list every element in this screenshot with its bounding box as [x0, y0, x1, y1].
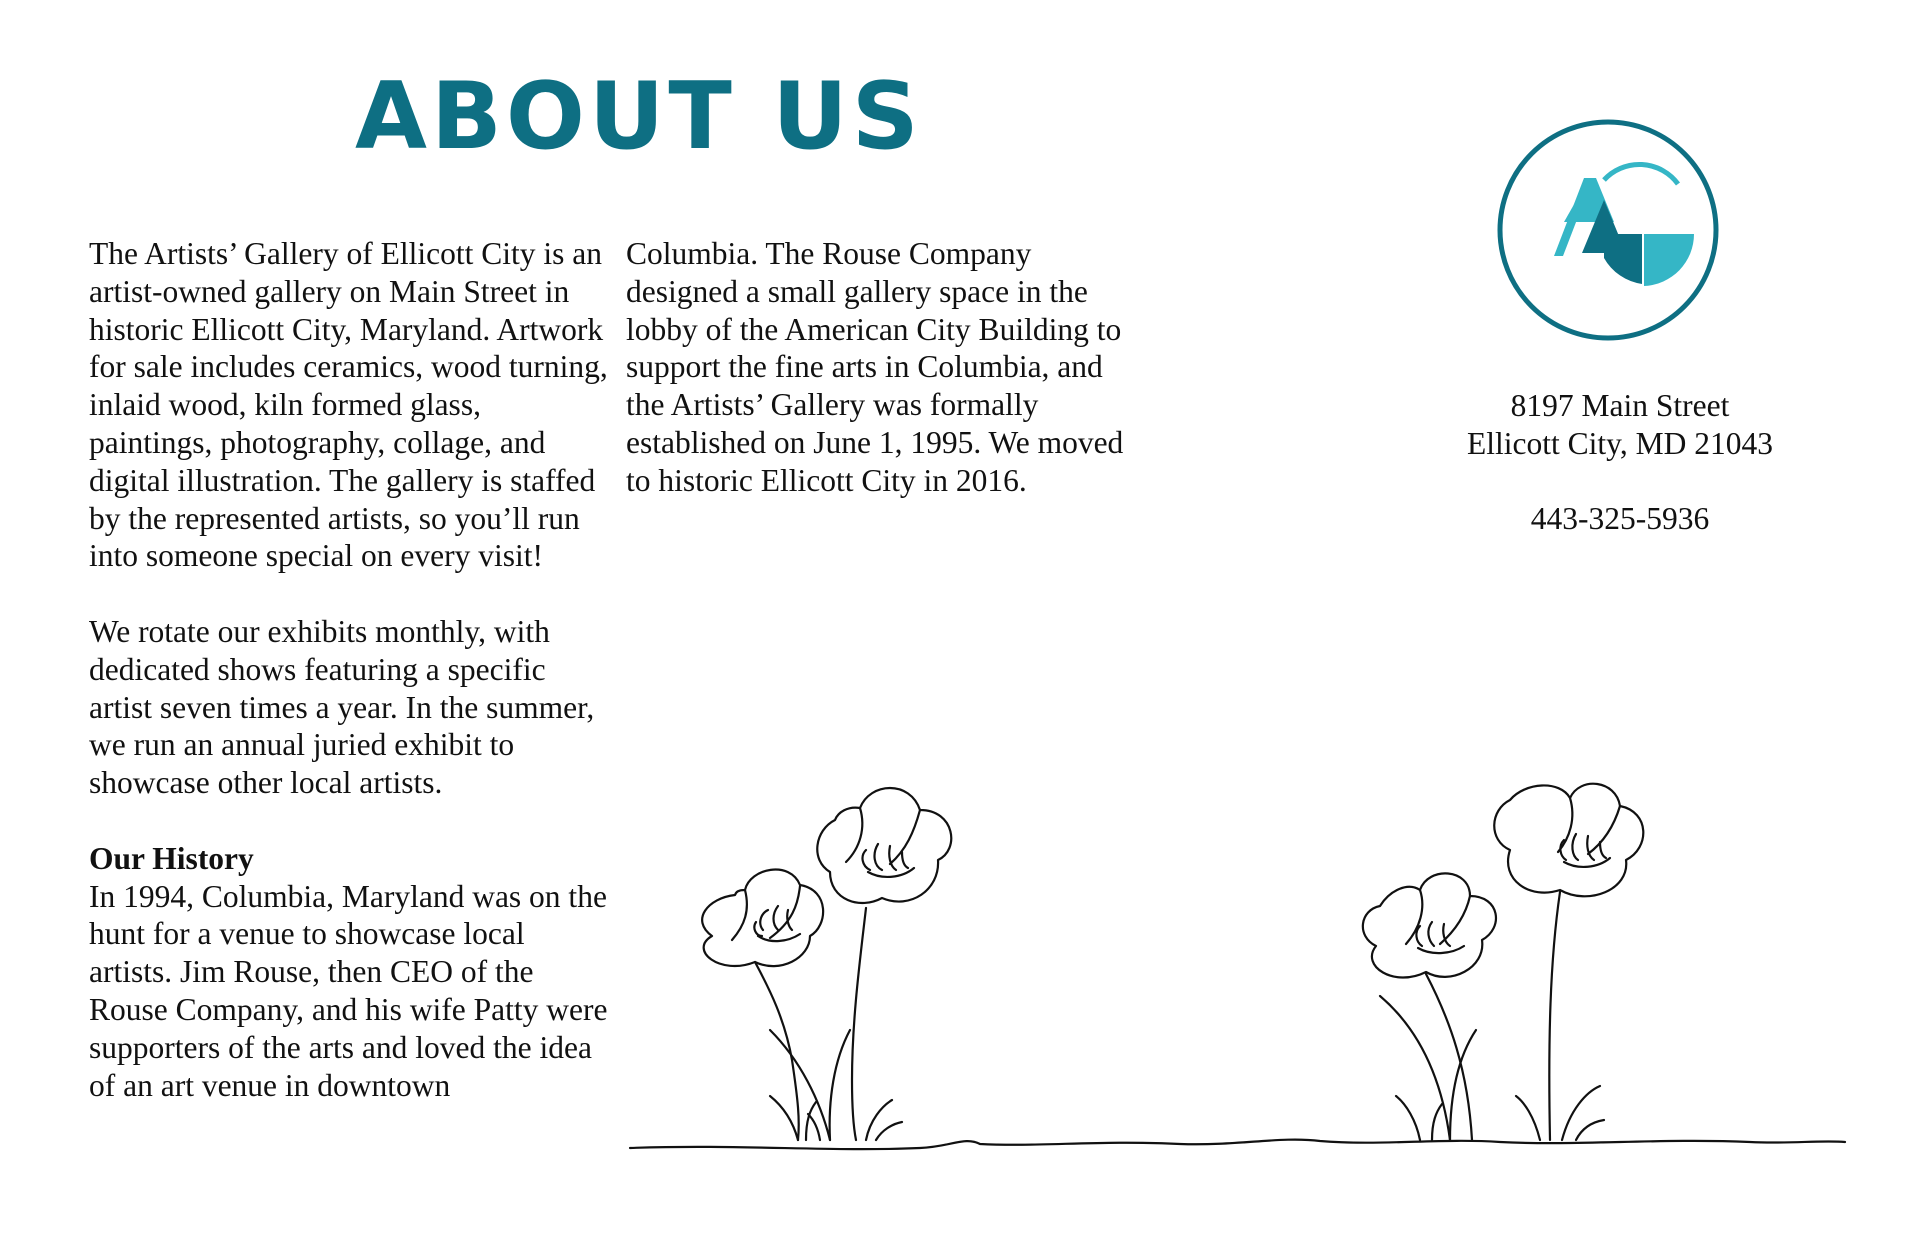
address-street: 8197 Main Street — [1510, 388, 1730, 423]
contact-block — [1420, 387, 1820, 538]
history-section — [89, 840, 609, 1105]
poppy-flower-2 — [817, 788, 951, 1140]
address-city: Ellicott City, MD 21043 — [1467, 425, 1773, 461]
history-heading: Our History — [89, 840, 254, 876]
text-column-middle — [626, 235, 1126, 500]
phone-number: 443-325-5936 — [1530, 501, 1710, 537]
poppy-flowers-icon — [620, 700, 1850, 1160]
history-paragraph-part1: In 1994, Columbia, Maryland was on the hunt for a venue to showcase local artists. Jim Rouse, then CEO of the Rouse Company, and his wife Patty were supporters of the arts and loved the idea of an art venue in downtown — [89, 878, 608, 1103]
ag-logo-icon — [1496, 118, 1720, 342]
poppy-flower-1 — [702, 870, 823, 1140]
poppy-flower-4 — [1494, 784, 1643, 1140]
page-title: ABOUT US — [355, 62, 923, 170]
text-column-left — [89, 235, 609, 1104]
poppy-flower-3 — [1363, 873, 1496, 1140]
history-paragraph-part2: Columbia. The Rouse Company designed a small gallery space in the lobby of the American City Building to support the fine arts in Columbia, and the Artists’ Gallery was formally established on June 1, 1995. We moved to historic Ellicott City in 2016. — [626, 236, 1124, 498]
exhibits-paragraph: We rotate our exhibits monthly, with dedicated shows featuring a specific artist seven times a year. In the summer, we run an annual juried exhibit to showcase other local artists. — [89, 613, 595, 801]
intro-paragraph: The Artists’ Gallery of Ellicott City is an artist-owned gallery on Main Street in historic Ellicott City, Maryland. Artwork for sale includes ceramics, wood turning, inlaid wood, kiln formed glass, paintings, photography, collage, and digital illustration. The gallery is staffed by the represented artists, so you’ll run into someone special on every visit! — [89, 236, 608, 574]
